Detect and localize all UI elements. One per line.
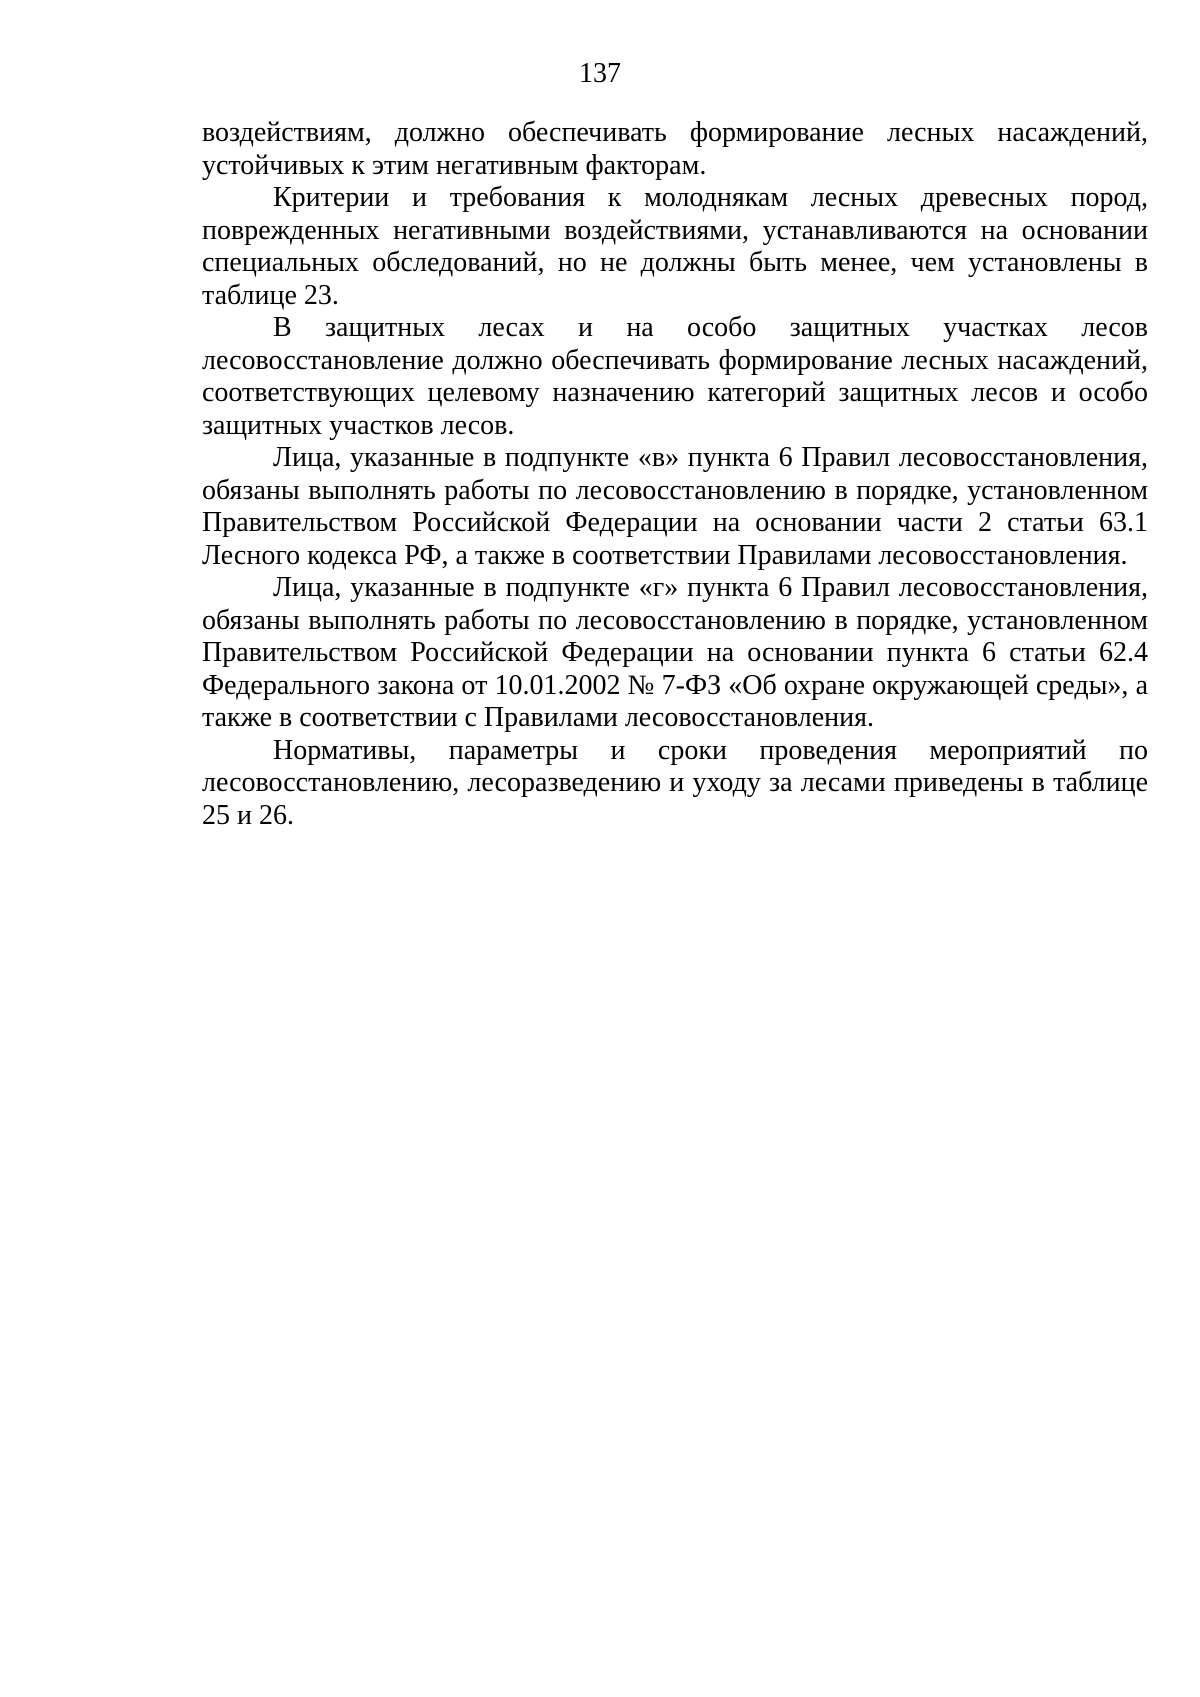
page-number: 137 — [579, 58, 621, 89]
paragraph-persons-g: Лица, указанные в подпункте «г» пункта 6 Правил лесовосстановления, обязаны выполнять работы по лесовосстановлению в порядке, установленном Правительством Российской Федерации на основании пункта 6 статьи 62.4 Федерального закона от 10.01.2002 № 7-ФЗ «Об охране окружающей среды», а также в соответствии с Правилами лесовосстановления. — [202, 572, 1148, 733]
paragraph-persons-v: Лица, указанные в подпункте «в» пункта 6 Правил лесовосстановления, обязаны выполнять работы по лесовосстановлению в порядке, установленном Правительством Российской Федерации на основании части 2 статьи 63.1 Лесного кодекса РФ, а также в соответствии Правилами лесовосстановления. — [202, 442, 1148, 571]
paragraph-norms: Нормативы, параметры и сроки проведения мероприятий по лесовосстановлению, лесоразведению и уходу за лесами приведены в таблице 25 и 26. — [202, 734, 1148, 831]
paragraph-criteria: Критерии и требования к молоднякам лесных древесных пород, поврежденных негативными воздействиями, устанавливаются на основании специальных обследований, но не должны быть менее, чем установлены в таблице 23. — [202, 182, 1148, 311]
paragraph-continuation: воздействиям, должно обеспечивать формирование лесных насаждений, устойчивых к этим негативным факторам. — [202, 117, 1148, 181]
body-text — [202, 117, 1148, 832]
paragraph-protective-forests: В защитных лесах и на особо защитных участках лесов лесовосстановление должно обеспечивать формирование лесных насаждений, соответствующих целевому назначению категорий защитных лесов и особо защитных участков лесов. — [202, 312, 1148, 441]
